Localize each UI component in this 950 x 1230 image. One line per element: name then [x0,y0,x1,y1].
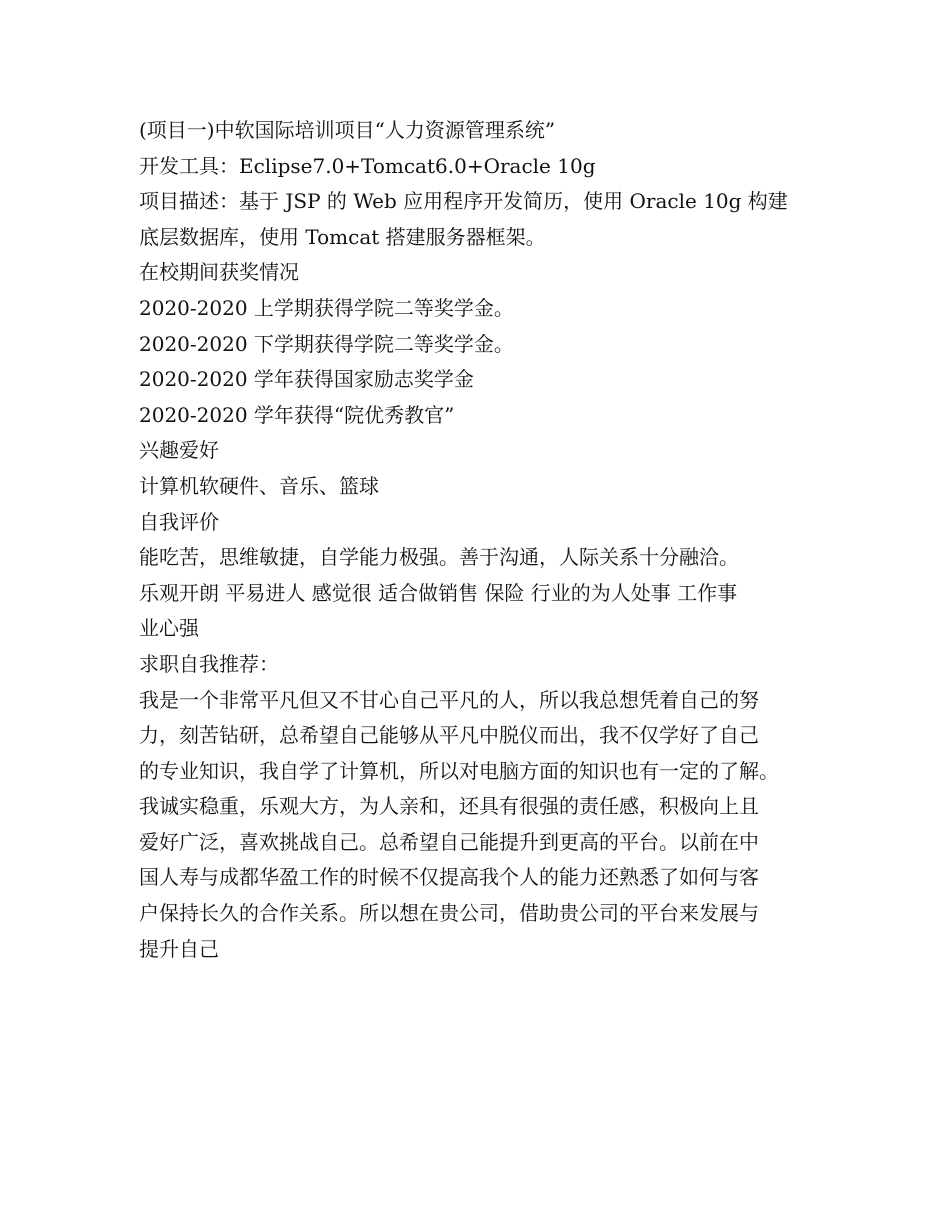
award-item-3: 2020-2020 学年获得国家励志奖学金 [139,367,474,392]
self-recommendation-line-7: 户保持长久的合作关系。所以想在贵公司，借助贵公司的平台来发展与 [139,901,759,926]
self-recommendation-line-4: 我诚实稳重，乐观大方，为人亲和，还具有很强的责任感，积极向上且 [139,794,759,819]
self-recommendation-line-5: 爱好广泛，喜欢挑战自己。总希望自己能提升到更高的平台。以前在中 [139,829,759,854]
self-evaluation-line-2: 乐观开朗 平易进人 感觉很 适合做销售 保险 行业的为人处事 工作事 [139,580,738,605]
self-recommendation-line-8: 提升自己 [139,936,219,961]
hobbies-heading: 兴趣爱好 [139,438,219,463]
award-item-2: 2020-2020 下学期获得学院二等奖学金。 [139,331,514,356]
self-evaluation-line-1: 能吃苦，思维敏捷，自学能力极强。善于沟通，人际关系十分融洽。 [139,545,739,570]
self-evaluation-heading: 自我评价 [139,509,219,534]
hobbies-text: 计算机软硬件、音乐、篮球 [139,473,379,498]
self-evaluation-line-3: 业心强 [139,616,199,641]
project-description-line-2: 底层数据库，使用 Tomcat 搭建服务器框架。 [139,224,546,249]
awards-heading: 在校期间获奖情况 [139,260,299,285]
project-description-line-1: 项目描述：基于 JSP 的 Web 应用程序开发简历，使用 Oracle 10g 构建 [139,189,788,214]
dev-tools-line: 开发工具：Eclipse7.0+Tomcat6.0+Oracle 10g [139,153,596,178]
award-item-4: 2020-2020 学年获得“院优秀教官” [139,402,455,427]
self-recommendation-line-3: 的专业知识，我自学了计算机，所以对电脑方面的知识也有一定的了解。 [139,758,779,783]
self-recommendation-line-2: 力，刻苦钻研，总希望自己能够从平凡中脱仪而出，我不仅学好了自己 [139,723,759,748]
self-recommendation-line-1: 我是一个非常平凡但又不甘心自己平凡的人，所以我总想凭着自己的努 [139,687,759,712]
self-recommendation-line-6: 国人寿与成都华盈工作的时候不仅提高我个人的能力还熟悉了如何与客 [139,865,759,890]
project-title-line: (项目一)中软国际培训项目“人力资源管理系统” [139,118,556,142]
document-body [139,113,829,967]
award-item-1: 2020-2020 上学期获得学院二等奖学金。 [139,295,514,320]
self-recommendation-heading: 求职自我推荐： [139,651,279,676]
